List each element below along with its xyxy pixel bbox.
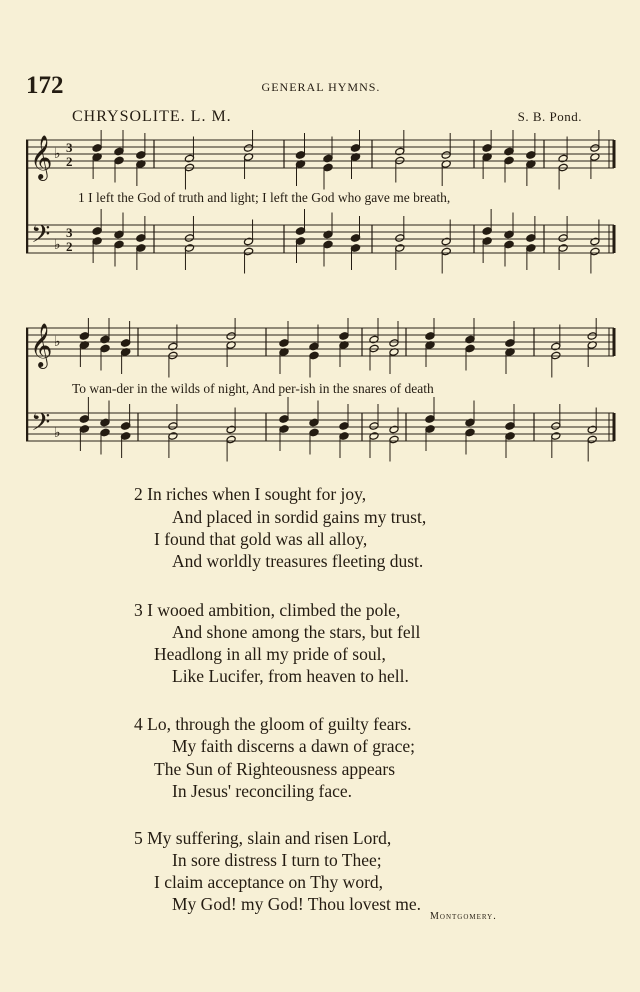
time-signature-digit: 2 (66, 154, 73, 169)
verse-line: I found that gold was all alloy, (154, 529, 368, 549)
flat-sign-icon: ♭ (54, 146, 61, 162)
verse-line: Headlong in all my pride of soul, (154, 644, 386, 664)
lyrics-system-1: 1 I left the God of truth and light; I left the God who gave me breath, (78, 190, 451, 205)
verse-line: And shone among the stars, but fell (172, 622, 421, 642)
author-attribution: Montgomery. (430, 911, 497, 922)
treble-clef-icon: 𝄞 (30, 323, 53, 367)
flat-sign-icon: ♭ (54, 237, 61, 253)
page-header (26, 72, 616, 102)
tune-name: CHRYSOLITE. L. M. (72, 108, 232, 125)
verse-line: My faith discerns a dawn of grace; (172, 736, 415, 756)
bass-clef-icon: 𝄢 (31, 408, 51, 443)
verse-line: In sore distress I turn to Thee; (172, 850, 382, 870)
composer: S. B. Pond. (517, 109, 582, 124)
time-signature-digit: 2 (66, 239, 73, 254)
tune-heading (72, 108, 582, 130)
verse-line: My God! my God! Thou lovest me. (172, 894, 422, 914)
verse-line: 5 My suffering, slain and risen Lord, (134, 828, 392, 848)
verse-line: I claim acceptance on Thy word, (154, 872, 384, 892)
bass-clef-icon: 𝄢 (31, 220, 51, 255)
time-signature-digit: 3 (66, 140, 73, 155)
verse-line: 4 Lo, through the gloom of guilty fears. (134, 714, 412, 734)
verse-line: In Jesus' reconciling face. (172, 781, 353, 801)
flat-sign-icon: ♭ (54, 425, 61, 441)
verse-line: Like Lucifer, from heaven to hell. (172, 666, 409, 686)
verse-line: The Sun of Righteousness appears (154, 759, 396, 779)
running-head: GENERAL HYMNS. (261, 80, 381, 94)
lyrics-system-2: To wan-der in the wilds of night, And per-ish in the snares of death (72, 381, 434, 396)
page-number: 172 (26, 72, 64, 99)
time-signature-digit: 3 (66, 225, 73, 240)
verse-line: And worldly treasures fleeting dust. (172, 551, 424, 571)
flat-sign-icon: ♭ (54, 334, 61, 350)
verse-line: 2 In riches when I sought for joy, (134, 484, 367, 504)
verse-line: 3 I wooed ambition, climbed the pole, (134, 600, 401, 620)
treble-clef-icon: 𝄞 (30, 135, 53, 179)
verse-line: And placed in sordid gains my trust, (172, 507, 427, 527)
